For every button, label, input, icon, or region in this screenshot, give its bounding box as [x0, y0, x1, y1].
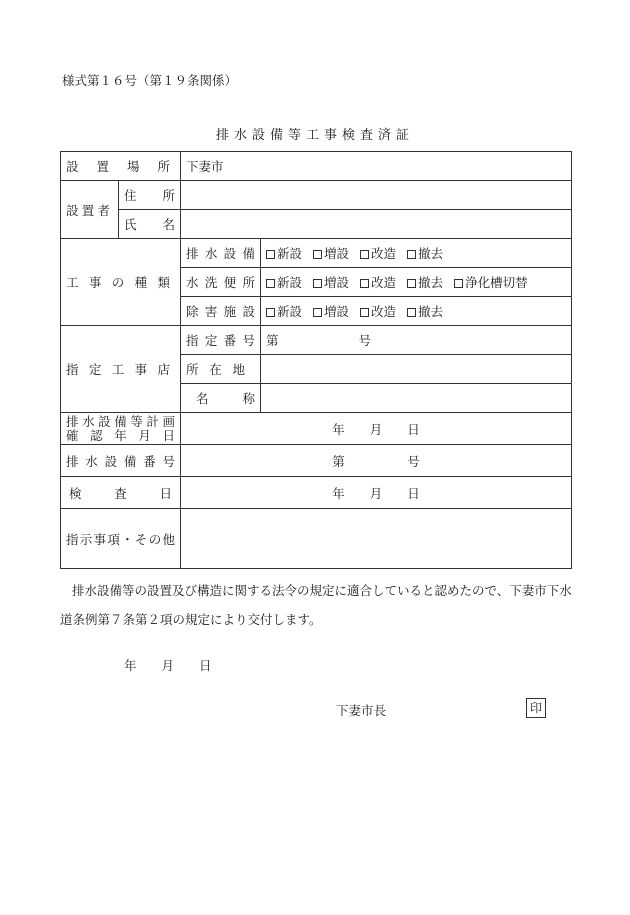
contractor-address-field[interactable]	[261, 355, 572, 384]
option-label: 増設	[324, 246, 350, 261]
address-label: 住所	[119, 181, 181, 210]
checkbox-icon	[266, 308, 275, 317]
option-label: 撤去	[418, 304, 444, 319]
location-label: 設置場所	[61, 152, 181, 181]
contractor-address-label: 所在地	[181, 355, 261, 384]
option-label: 改造	[371, 246, 397, 261]
equipment-no-value[interactable]: 第 号	[181, 445, 572, 477]
inspection-label: 検査日	[61, 477, 181, 509]
checkbox-remove[interactable]	[407, 244, 443, 262]
plan-label-line1: 排水設備等計画	[66, 413, 176, 429]
name-label: 氏名	[119, 210, 181, 239]
checkbox-new[interactable]	[266, 302, 302, 320]
checkbox-icon	[360, 250, 369, 259]
issue-date: 年 月 日	[124, 658, 212, 673]
drainage-label: 排水設備	[181, 239, 261, 268]
mayor-signature: 下妻市長	[336, 703, 387, 718]
inspection-date-value[interactable]: 年 月 日	[181, 477, 572, 509]
location-value[interactable]: 下妻市	[181, 152, 572, 181]
checkbox-icon	[266, 250, 275, 259]
installer-label: 設置者	[61, 181, 119, 239]
checkbox-modify[interactable]	[360, 302, 396, 320]
option-label: 新設	[277, 275, 303, 290]
contractor-label: 指定工事店	[61, 326, 181, 413]
checkbox-icon	[407, 308, 416, 317]
row-installer-address	[61, 181, 572, 210]
checkbox-modify[interactable]	[360, 244, 396, 262]
inspection-form-table	[60, 151, 572, 569]
checkbox-remove[interactable]	[407, 302, 443, 320]
checkbox-icon	[360, 279, 369, 288]
contractor-name-label: 名称	[181, 384, 261, 413]
checkbox-icon	[454, 279, 463, 288]
work-type-label: 工事の種類	[61, 239, 181, 326]
plan-date-label	[61, 413, 181, 445]
checkbox-icon	[313, 279, 322, 288]
name-field[interactable]	[181, 210, 572, 239]
removal-options	[261, 297, 572, 326]
seal-mark: 印	[526, 698, 546, 718]
document-title	[0, 124, 630, 143]
option-label: 増設	[324, 275, 350, 290]
option-label: 撤去	[418, 275, 444, 290]
checkbox-icon	[407, 279, 416, 288]
checkbox-add[interactable]	[313, 273, 349, 291]
checkbox-septic-switch[interactable]	[454, 273, 528, 291]
checkbox-icon	[313, 308, 322, 317]
option-label: 新設	[277, 304, 303, 319]
checkbox-add[interactable]	[313, 244, 349, 262]
row-plan-date	[61, 413, 572, 445]
designation-no-label: 指定番号	[181, 326, 261, 355]
plan-label-line2: 確認年月日	[66, 427, 176, 443]
row-location	[61, 152, 572, 181]
row-instructions	[61, 509, 572, 569]
option-label: 改造	[371, 275, 397, 290]
contractor-name-field[interactable]	[261, 384, 572, 413]
option-label: 浄化槽切替	[465, 275, 528, 290]
drainage-options	[261, 239, 572, 268]
checkbox-icon	[360, 308, 369, 317]
row-inspection-date	[61, 477, 572, 509]
instructions-field[interactable]	[181, 509, 572, 569]
checkbox-add[interactable]	[313, 302, 349, 320]
designation-no-field[interactable]	[261, 326, 572, 355]
option-label: 増設	[324, 304, 350, 319]
removal-label: 除害施設	[181, 297, 261, 326]
flush-toilet-options	[261, 268, 572, 297]
title-text: 排水設備等工事検査済証	[215, 128, 414, 143]
checkbox-icon	[313, 250, 322, 259]
instructions-label: 指示事項・その他	[61, 509, 181, 569]
checkbox-icon	[266, 279, 275, 288]
row-designation-number	[61, 326, 572, 355]
row-equipment-number	[61, 445, 572, 477]
plan-date-value[interactable]: 年 月 日	[181, 413, 572, 445]
checkbox-icon	[407, 250, 416, 259]
option-label: 改造	[371, 304, 397, 319]
option-label: 撤去	[418, 246, 444, 261]
equipment-no-label: 排水設備番号	[61, 445, 181, 477]
checkbox-new[interactable]	[266, 273, 302, 291]
checkbox-modify[interactable]	[360, 273, 396, 291]
row-drainage	[61, 239, 572, 268]
address-field[interactable]	[181, 181, 572, 210]
flush-toilet-label: 水洗便所	[181, 268, 261, 297]
form-number: 様式第１６号（第１９条関係）	[62, 73, 238, 88]
certification-text: 排水設備等の設置及び構造に関する法令の規定に適合していると認めたので、下妻市下水道条例第７条第２項の規定により交付します。	[60, 583, 572, 627]
checkbox-remove[interactable]	[407, 273, 443, 291]
designation-prefix: 第	[266, 333, 279, 348]
option-label: 新設	[277, 246, 303, 261]
checkbox-new[interactable]	[266, 244, 302, 262]
designation-suffix: 号	[358, 333, 372, 348]
row-installer-name	[61, 210, 572, 239]
